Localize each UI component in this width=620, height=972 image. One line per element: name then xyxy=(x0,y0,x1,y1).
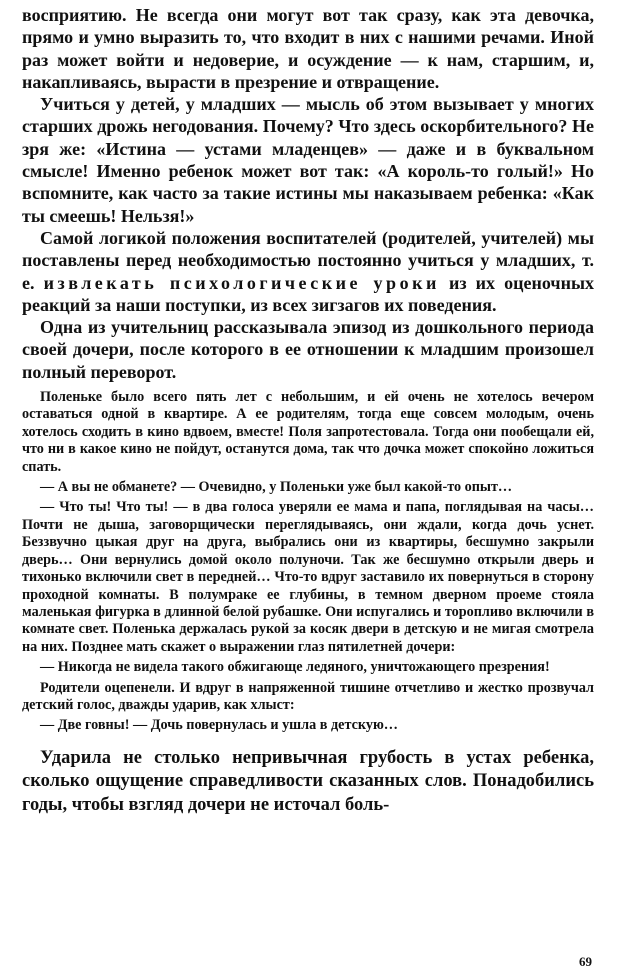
inset-story xyxy=(22,389,594,735)
story-paragraph: — Что ты! Что ты! — в два голоса уверяли ее мама и папа, поглядывая на часы… Почти не дыша, заговорщически переглядываясь, они ждали, когда дочь уснет. Беззвучно цыкая друг на друга, выбрались они из квартиры, бесшумно закрыли дверь… Они вернулись домой около полуночи. Так же бесшумно открыли дверь и тихонько включили свет в передней… Что-то вдруг заставило их повернуться в сторону проходной комнаты. В полумраке ее глубины, в темном дверном проеме стояла маленькая фигурка в длинной белой рубашке. Они испугались и торопливо включили в комнате свет. Поленька держалась рукой за косяк двери в детскую и не мигая смотрела на них. Позднее мать скажет о выражении глаз пятилетней дочери: xyxy=(22,499,594,655)
closing-text xyxy=(22,747,594,818)
paragraph: восприятию. Не всегда они могут вот так сразу, как эта девочка, прямо и умно выразить то, что входит в них с нашими речами. Иной раз может войти и недоверие, и осуждение — к нам, старшим, и, накапливаясь, вырасти в презрение и отвращение. xyxy=(22,5,594,92)
story-paragraph: — Никогда не видела такого обжигающе ледяного, уничтожающего презрения! xyxy=(40,659,550,676)
story-paragraph: Поленьке было всего пять лет с небольшим, и ей очень не хотелось вечером оставаться одной в квартире. А ее родителям, тогда еще совсем молодым, очень хотелось сходить в кино вдвоем, вместе! Поля запротестовала. Тогда они пообещали ей, что ни в какое кино не пойдут, останутся дома, так что дочка может спокойно ложиться спать. xyxy=(22,389,594,475)
paragraph-part: Самой логикой положения воспитателей (родителей, учителей) мы поставлены перед необходимостью постоянно учиться у младших, т. е. xyxy=(22,227,594,293)
paragraph: Учиться у детей, у младших — мысль об этом вызывает у многих старших дрожь негодования. Почему? Что здесь оскорбительного? Не зря же: «Истина — устами младенцев» — даже и в буквальном смысле! Именно ребенок может вот так: «А король-то голый!» Но вспомните, как часто за такие истины мы наказываем ребенка: «Как ты смеешь! Нельзя!» xyxy=(22,94,594,226)
story-paragraph: Родители оцепенели. И вдруг в напряженной тишине отчетливо и жестко прозвучал детский голос, дважды ударив, как хлыст: xyxy=(22,679,594,713)
paragraph: Ударила не столько непривычная грубость в устах ребенка, сколько ощущение справедливости сказанных слов. Понадобились годы, чтобы взгляд дочери не источал боль- xyxy=(22,747,594,815)
story-paragraph: — А вы не обманете? — Очевидно, у Поленьки уже был какой-то опыт… xyxy=(40,479,513,496)
story-paragraph: — Две говны! — Дочь повернулась и ушла в детскую… xyxy=(40,717,398,734)
main-text xyxy=(22,4,594,383)
paragraph-part: из их оценочных реакций за наши поступки, из всех зигзагов их поведения. xyxy=(22,272,595,315)
spaced-emphasis: извлекать психологические уроки xyxy=(43,272,440,293)
paragraph xyxy=(22,227,594,316)
page-number: 69 xyxy=(579,954,592,969)
paragraph: Одна из учительниц рассказывала эпизод из дошкольного периода своей дочери, после которого в ее отношении к младшим произошел полный переворот. xyxy=(22,317,594,382)
